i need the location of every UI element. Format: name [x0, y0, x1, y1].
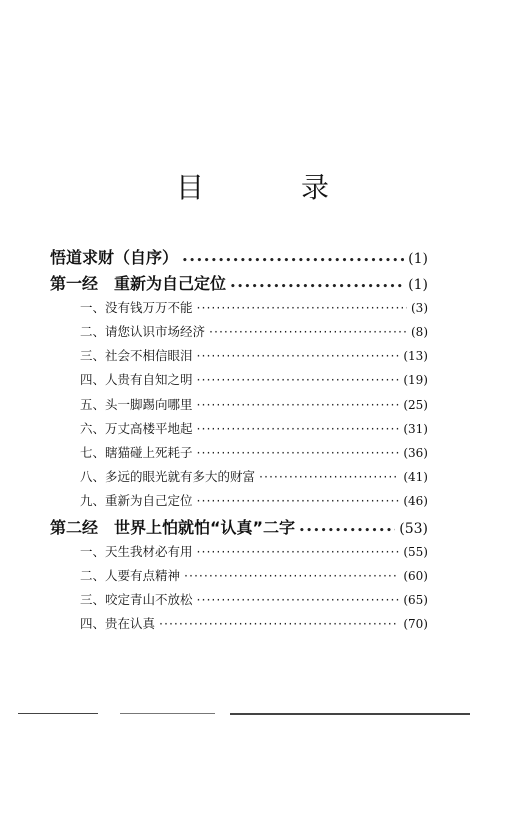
toc-entry-page: (25) — [403, 398, 428, 412]
toc-entry[interactable] — [80, 346, 428, 364]
bottom-rule — [230, 713, 470, 715]
toc-entry[interactable] — [80, 419, 428, 437]
toc-entry-page: (60) — [403, 569, 428, 583]
toc-entry-page: (19) — [403, 373, 428, 387]
toc-entry[interactable] — [80, 614, 428, 632]
toc-entry-page: (53) — [399, 521, 428, 537]
toc-entry-label: 二、请您认识市场经济 — [80, 324, 206, 339]
toc-entry-label: 一、没有钱万万不能 — [80, 300, 193, 315]
bottom-rule — [18, 713, 98, 714]
toc-entry[interactable] — [80, 443, 428, 461]
bottom-rule — [120, 713, 215, 714]
toc-entry[interactable] — [80, 542, 428, 560]
toc-leader — [197, 493, 400, 508]
toc-entry-label: 四、人贵有自知之明 — [80, 372, 193, 387]
toc-entry-label: 一、天生我材必有用 — [80, 544, 193, 559]
toc-entry-label: 四、贵在认真 — [80, 616, 156, 631]
toc-leader — [259, 469, 399, 484]
toc-entry-page: (36) — [403, 446, 428, 460]
toc-entry-label: 二、人要有点精神 — [80, 568, 181, 583]
toc-entry-label: 六、万丈高楼平地起 — [80, 421, 193, 436]
toc-leader — [197, 300, 407, 315]
toc-leader — [299, 526, 395, 536]
toc-entry-label: 九、重新为自己定位 — [80, 493, 193, 508]
toc-entry[interactable] — [80, 590, 428, 608]
page-title: 目 录 — [176, 171, 373, 204]
toc-leader — [182, 256, 404, 266]
toc-entry-label: 第一经 重新为自己定位 — [50, 274, 227, 293]
toc-entry-label: 三、社会不相信眼泪 — [80, 348, 193, 363]
toc-entry[interactable] — [80, 467, 428, 485]
toc-entry-label: 八、多远的眼光就有多大的财富 — [80, 469, 256, 484]
toc-entry[interactable] — [80, 298, 428, 316]
toc-leader — [197, 397, 400, 412]
toc-leader — [184, 568, 399, 583]
toc-entry[interactable] — [80, 491, 428, 509]
toc-entry-page: (1) — [408, 277, 428, 293]
toc-entry-label: 七、瞎猫碰上死耗子 — [80, 445, 193, 460]
toc-leader — [197, 421, 400, 436]
toc-entry[interactable] — [50, 271, 428, 294]
toc-entry-page: (13) — [403, 349, 428, 363]
toc-leader — [159, 616, 399, 631]
toc-entry[interactable] — [50, 515, 428, 538]
toc-leader — [197, 348, 400, 363]
toc-leader — [209, 324, 407, 339]
toc-entry-label: 五、头一脚踢向哪里 — [80, 397, 193, 412]
toc-leader — [197, 544, 400, 559]
toc-leader — [197, 592, 400, 607]
toc-entry-label: 悟道求财（自序） — [50, 248, 179, 267]
toc-entry-page: (1) — [408, 251, 428, 267]
toc-entry-page: (8) — [411, 325, 428, 339]
toc-entry[interactable] — [80, 395, 428, 413]
toc-entry[interactable] — [80, 566, 428, 584]
toc-entry[interactable] — [80, 370, 428, 388]
toc-leader — [230, 282, 404, 292]
toc-entry[interactable] — [80, 322, 428, 340]
toc-entry-page: (3) — [411, 301, 428, 315]
toc-entry-page: (70) — [403, 617, 428, 631]
toc-entry-page: (41) — [403, 470, 428, 484]
toc-entry[interactable] — [50, 245, 428, 268]
toc-entry-page: (65) — [403, 593, 428, 607]
toc-leader — [197, 445, 400, 460]
toc-entry-page: (31) — [403, 422, 428, 436]
toc-entry-label: 第二经 世界上怕就怕“认真”二字 — [50, 518, 296, 537]
toc-entry-page: (55) — [403, 545, 428, 559]
toc-entry-page: (46) — [403, 494, 428, 508]
toc-entry-label: 三、咬定青山不放松 — [80, 592, 193, 607]
toc-leader — [197, 372, 400, 387]
